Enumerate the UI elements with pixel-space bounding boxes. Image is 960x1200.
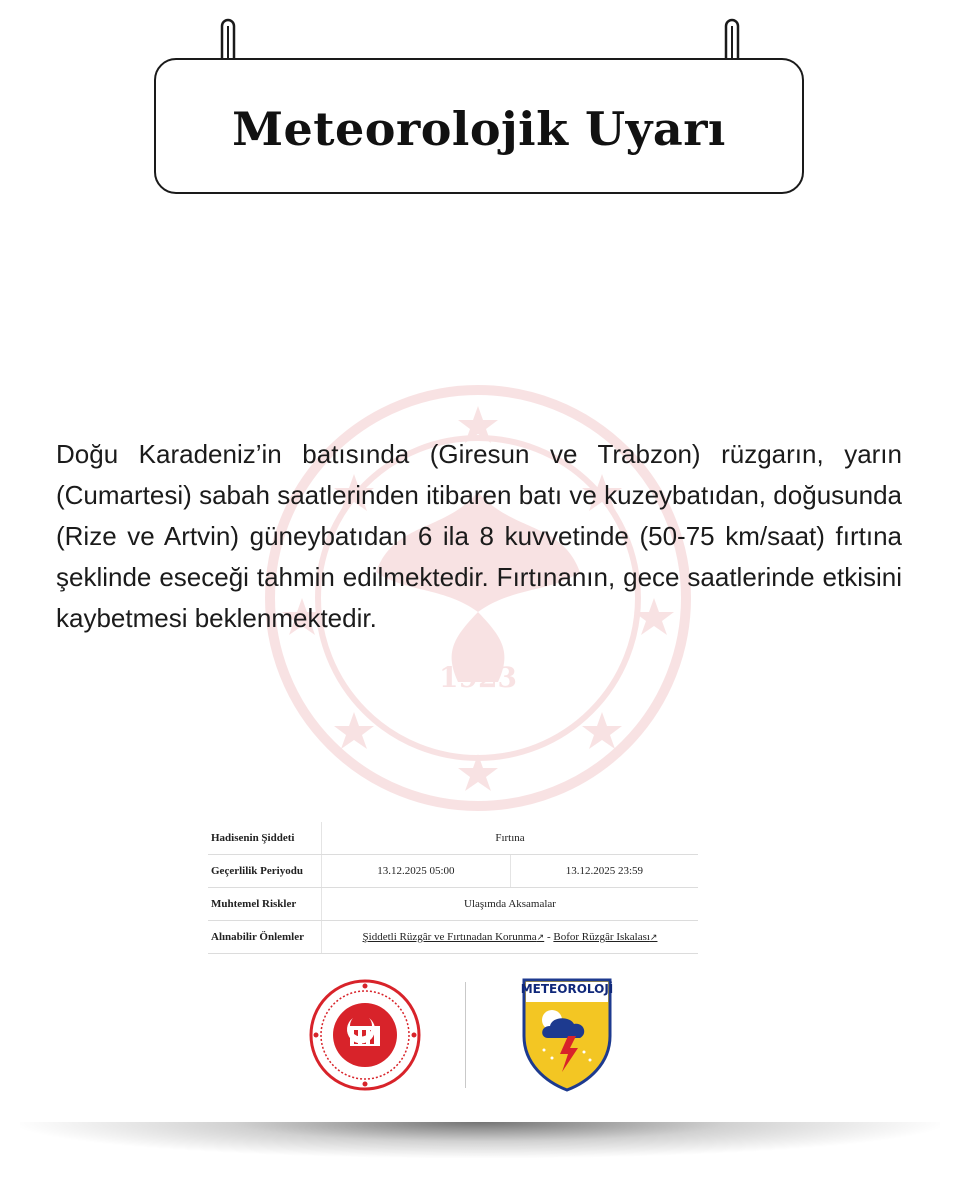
validity-end: 13.12.2025 23:59 bbox=[510, 855, 698, 888]
ministry-logo-icon bbox=[306, 978, 424, 1092]
beaufort-scale-link-label: Bofor Rüzgâr Iskalası bbox=[553, 931, 650, 943]
external-link-icon: ↗ bbox=[536, 932, 545, 942]
beaufort-scale-link[interactable] bbox=[553, 931, 657, 943]
validity-start: 13.12.2025 05:00 bbox=[322, 855, 511, 888]
row-label-validity: Geçerlilik Periyodu bbox=[208, 855, 322, 888]
title-banner bbox=[154, 58, 804, 194]
severity-value: Fırtına bbox=[322, 822, 699, 855]
link-separator: - bbox=[544, 931, 554, 943]
warning-text bbox=[56, 434, 902, 639]
watermark-year: 1923 bbox=[439, 661, 517, 694]
table-row bbox=[208, 888, 698, 921]
external-link-icon: ↗ bbox=[649, 932, 658, 942]
page-shadow bbox=[20, 1122, 940, 1158]
row-label-risks: Muhtemel Riskler bbox=[208, 888, 322, 921]
table-row bbox=[208, 822, 698, 855]
row-label-severity: Hadisenin Şiddeti bbox=[208, 822, 322, 855]
storm-protection-link-label: Şiddetli Rüzgâr ve Fırtınadan Korunma bbox=[362, 931, 537, 943]
storm-protection-link[interactable] bbox=[363, 931, 545, 943]
warning-details-table bbox=[208, 822, 698, 954]
warning-paragraph: Doğu Karadeniz’in batısında (Giresun ve Trabzon) rüzgarın, yarın (Cumartesi) sabah saatlerinden itibaren batı ve kuzeybatıdan, doğusunda (Rize ve Artvin) güneybatıdan 6 ila 8 kuvvetinde (50-75 km/saat) fırtına şeklinde eseceği tahmin edilmektedir. Fırtınanın, gece saatlerinde etkisini kaybetmesi beklenmektedir. bbox=[56, 439, 902, 633]
precautions-links bbox=[322, 921, 699, 954]
page-title: Meteorolojik Uyarı bbox=[232, 102, 726, 156]
meteoroloji-logo-text: METEOROLOJİ bbox=[520, 982, 614, 996]
table-row bbox=[208, 921, 698, 954]
logo-divider bbox=[465, 982, 466, 1088]
risks-value: Ulaşımda Aksamalar bbox=[322, 888, 699, 921]
row-label-precautions: Alınabilir Önlemler bbox=[208, 921, 322, 954]
table-row bbox=[208, 855, 698, 888]
